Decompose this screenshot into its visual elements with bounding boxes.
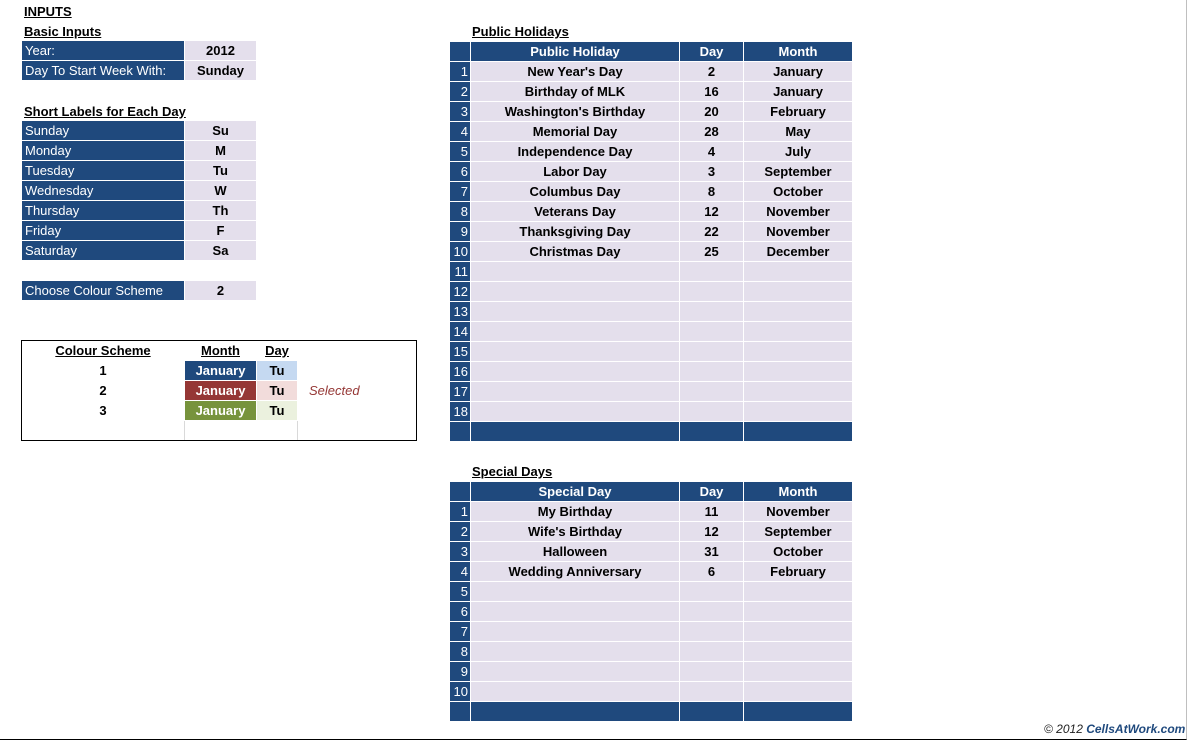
special-day-month-cell[interactable]: February — [744, 562, 853, 582]
holiday-month-cell[interactable] — [744, 322, 853, 342]
short-label-input-wednesday[interactable]: W — [185, 181, 256, 200]
table-row — [450, 522, 853, 542]
holiday-day-cell[interactable] — [680, 262, 744, 282]
table-row — [450, 182, 853, 202]
row-number: 9 — [450, 662, 471, 682]
row-number: 10 — [450, 682, 471, 702]
holiday-month-cell[interactable]: July — [744, 142, 853, 162]
footer-cell — [450, 422, 471, 442]
holiday-name-cell[interactable] — [471, 382, 680, 402]
row-number: 3 — [450, 542, 471, 562]
special-day-day-cell[interactable]: 31 — [680, 542, 744, 562]
holiday-day-cell[interactable]: 20 — [680, 102, 744, 122]
row-number: 11 — [450, 262, 471, 282]
special-day-name-cell[interactable]: Halloween — [471, 542, 680, 562]
holiday-day-cell[interactable]: 8 — [680, 182, 744, 202]
holiday-month-cell[interactable]: October — [744, 182, 853, 202]
special-days-heading: Special Days — [472, 464, 553, 479]
row-number: 12 — [450, 282, 471, 302]
holiday-name-cell[interactable]: Thanksgiving Day — [471, 222, 680, 242]
row-number: 14 — [450, 322, 471, 342]
holiday-name-cell[interactable] — [471, 262, 680, 282]
special-day-name-cell[interactable] — [471, 662, 680, 682]
row-number: 5 — [450, 582, 471, 602]
holiday-day-cell[interactable]: 25 — [680, 242, 744, 262]
scheme-2-day-swatch: Tu — [257, 381, 297, 400]
special-day-month-cell[interactable]: October — [744, 542, 853, 562]
row-number: 4 — [450, 562, 471, 582]
short-label-input-saturday[interactable]: Sa — [185, 241, 256, 260]
row-number: 18 — [450, 402, 471, 422]
table-row — [450, 662, 853, 682]
special-day-name-cell[interactable]: Wedding Anniversary — [471, 562, 680, 582]
week-start-input[interactable]: Sunday — [185, 61, 256, 80]
short-label-input-thursday[interactable]: Th — [185, 201, 256, 220]
table-row — [450, 582, 853, 602]
special-days-table — [449, 481, 853, 722]
row-number: 17 — [450, 382, 471, 402]
special-day-month-cell[interactable] — [744, 682, 853, 702]
special-day-day-cell[interactable] — [680, 602, 744, 622]
special-day-name-cell[interactable] — [471, 682, 680, 702]
holiday-month-cell[interactable]: February — [744, 102, 853, 122]
special-day-name-cell[interactable] — [471, 602, 680, 622]
table-row — [450, 502, 853, 522]
holiday-day-cell[interactable]: 16 — [680, 82, 744, 102]
holiday-name-cell[interactable]: Birthday of MLK — [471, 82, 680, 102]
scheme-2-month-swatch: January — [185, 381, 256, 400]
footer-cell — [680, 702, 744, 722]
holiday-day-cell[interactable]: 4 — [680, 142, 744, 162]
row-number: 5 — [450, 142, 471, 162]
day-label-sunday: Sunday — [22, 121, 184, 140]
scheme-number-3: 3 — [99, 403, 107, 418]
legend-gridline — [297, 421, 298, 440]
holiday-day-cell[interactable] — [680, 322, 744, 342]
day-label-thursday: Thursday — [22, 201, 184, 220]
holiday-month-cell[interactable]: May — [744, 122, 853, 142]
holiday-name-cell[interactable]: Washington's Birthday — [471, 102, 680, 122]
special-day-day-cell[interactable] — [680, 582, 744, 602]
table-row — [450, 82, 853, 102]
table-row — [450, 62, 853, 82]
short-label-input-sunday[interactable]: Su — [185, 121, 256, 140]
footer-cell — [450, 702, 471, 722]
short-label-input-tuesday[interactable]: Tu — [185, 161, 256, 180]
day-label-tuesday: Tuesday — [22, 161, 184, 180]
special-day-day-cell[interactable]: 11 — [680, 502, 744, 522]
day-header: Day — [265, 343, 289, 358]
table-row — [450, 562, 853, 582]
public-holidays-heading: Public Holidays — [472, 24, 569, 39]
table-footer-row — [450, 702, 853, 722]
basic-inputs-heading: Basic Inputs — [24, 24, 102, 39]
row-number: 9 — [450, 222, 471, 242]
table-row — [450, 602, 853, 622]
row-number: 1 — [450, 62, 471, 82]
copyright-brand: CellsAtWork.com — [1086, 722, 1186, 736]
scheme-3-day-swatch: Tu — [257, 401, 297, 420]
year-input[interactable]: 2012 — [185, 41, 256, 60]
special-day-name-cell[interactable]: My Birthday — [471, 502, 680, 522]
row-number: 6 — [450, 602, 471, 622]
colour-scheme-label: Choose Colour Scheme — [22, 281, 184, 300]
holiday-name-cell[interactable] — [471, 282, 680, 302]
holiday-name-cell[interactable] — [471, 402, 680, 422]
footer-cell — [744, 702, 853, 722]
row-number: 15 — [450, 342, 471, 362]
special-day-day-cell[interactable] — [680, 622, 744, 642]
table-row — [450, 142, 853, 162]
special-day-day-cell[interactable]: 6 — [680, 562, 744, 582]
row-number: 4 — [450, 122, 471, 142]
scheme-number-2: 2 — [99, 383, 107, 398]
table-row — [450, 382, 853, 402]
holiday-month-cell[interactable]: November — [744, 222, 853, 242]
holiday-month-cell[interactable]: January — [744, 82, 853, 102]
special-day-month-cell[interactable] — [744, 602, 853, 622]
footer-cell — [471, 422, 680, 442]
legend-gridline — [184, 421, 185, 440]
special-day-name-cell[interactable] — [471, 582, 680, 602]
table-row — [450, 122, 853, 142]
row-number: 16 — [450, 362, 471, 382]
row-number: 10 — [450, 242, 471, 262]
table-row — [450, 622, 853, 642]
holiday-month-cell[interactable] — [744, 402, 853, 422]
row-number: 8 — [450, 202, 471, 222]
table-row — [450, 162, 853, 182]
public-holidays-table — [449, 41, 853, 442]
index-header — [450, 42, 471, 62]
holiday-name-cell[interactable]: Columbus Day — [471, 182, 680, 202]
row-number: 13 — [450, 302, 471, 322]
holiday-day-cell[interactable]: 12 — [680, 202, 744, 222]
column-header: Month — [744, 42, 853, 62]
holiday-name-cell[interactable]: New Year's Day — [471, 62, 680, 82]
row-number: 3 — [450, 102, 471, 122]
holiday-month-cell[interactable] — [744, 302, 853, 322]
table-row — [450, 102, 853, 122]
holiday-day-cell[interactable]: 2 — [680, 62, 744, 82]
special-day-month-cell[interactable] — [744, 622, 853, 642]
table-footer-row — [450, 422, 853, 442]
footer-cell — [744, 422, 853, 442]
holiday-month-cell[interactable] — [744, 282, 853, 302]
holiday-month-cell[interactable] — [744, 262, 853, 282]
year-label: Year: — [22, 41, 184, 60]
row-number: 6 — [450, 162, 471, 182]
holiday-day-cell[interactable] — [680, 402, 744, 422]
holiday-day-cell[interactable] — [680, 302, 744, 322]
short-label-input-friday[interactable]: F — [185, 221, 256, 240]
holiday-name-cell[interactable] — [471, 302, 680, 322]
day-label-saturday: Saturday — [22, 241, 184, 260]
holiday-month-cell[interactable] — [744, 342, 853, 362]
scheme-number-1: 1 — [99, 363, 107, 378]
special-day-month-cell[interactable] — [744, 582, 853, 602]
row-number: 2 — [450, 82, 471, 102]
table-row — [450, 362, 853, 382]
holiday-name-cell[interactable]: Independence Day — [471, 142, 680, 162]
scheme-1-day-swatch: Tu — [257, 361, 297, 380]
holiday-day-cell[interactable]: 22 — [680, 222, 744, 242]
holiday-month-cell[interactable]: December — [744, 242, 853, 262]
holiday-name-cell[interactable]: Christmas Day — [471, 242, 680, 262]
special-day-month-cell[interactable]: November — [744, 502, 853, 522]
holiday-day-cell[interactable] — [680, 362, 744, 382]
table-row — [450, 542, 853, 562]
holiday-day-cell[interactable]: 28 — [680, 122, 744, 142]
column-header: Public Holiday — [471, 42, 680, 62]
short-label-input-monday[interactable]: M — [185, 141, 256, 160]
row-number: 1 — [450, 502, 471, 522]
special-day-day-cell[interactable] — [680, 642, 744, 662]
holiday-day-cell[interactable] — [680, 342, 744, 362]
holiday-day-cell[interactable]: 3 — [680, 162, 744, 182]
inputs-title: INPUTS — [24, 4, 72, 19]
column-header: Special Day — [471, 482, 680, 502]
table-row — [450, 642, 853, 662]
table-row — [450, 202, 853, 222]
column-header: Month — [744, 482, 853, 502]
scheme-3-month-swatch: January — [185, 401, 256, 420]
table-row — [450, 322, 853, 342]
special-day-name-cell[interactable]: Wife's Birthday — [471, 522, 680, 542]
holiday-name-cell[interactable]: Memorial Day — [471, 122, 680, 142]
holiday-day-cell[interactable] — [680, 382, 744, 402]
holiday-month-cell[interactable]: November — [744, 202, 853, 222]
short-labels-heading: Short Labels for Each Day — [24, 104, 186, 119]
colour-scheme-header: Colour Scheme — [55, 343, 151, 358]
colour-scheme-input[interactable]: 2 — [185, 281, 256, 300]
special-day-month-cell[interactable] — [744, 642, 853, 662]
row-number: 7 — [450, 622, 471, 642]
holiday-month-cell[interactable] — [744, 382, 853, 402]
holiday-name-cell[interactable]: Labor Day — [471, 162, 680, 182]
week-start-label: Day To Start Week With: — [22, 61, 184, 80]
holiday-name-cell[interactable] — [471, 342, 680, 362]
table-row — [450, 682, 853, 702]
holiday-name-cell[interactable] — [471, 322, 680, 342]
holiday-name-cell[interactable] — [471, 362, 680, 382]
special-day-day-cell[interactable] — [680, 662, 744, 682]
holiday-month-cell[interactable] — [744, 362, 853, 382]
row-number: 2 — [450, 522, 471, 542]
copyright-notice — [1044, 722, 1185, 736]
special-day-day-cell[interactable] — [680, 682, 744, 702]
selected-indicator: Selected — [309, 383, 360, 398]
special-day-name-cell[interactable] — [471, 642, 680, 662]
copyright-year: © 2012 — [1044, 722, 1083, 736]
holiday-day-cell[interactable] — [680, 282, 744, 302]
table-header-row — [450, 482, 853, 502]
special-day-month-cell[interactable]: September — [744, 522, 853, 542]
month-header: Month — [201, 343, 240, 358]
footer-cell — [471, 702, 680, 722]
holiday-month-cell[interactable]: January — [744, 62, 853, 82]
special-day-month-cell[interactable] — [744, 662, 853, 682]
table-row — [450, 262, 853, 282]
footer-cell — [680, 422, 744, 442]
column-header: Day — [680, 42, 744, 62]
scheme-1-month-swatch: January — [185, 361, 256, 380]
table-row — [450, 282, 853, 302]
special-day-name-cell[interactable] — [471, 622, 680, 642]
table-row — [450, 402, 853, 422]
row-number: 7 — [450, 182, 471, 202]
day-label-friday: Friday — [22, 221, 184, 240]
table-row — [450, 222, 853, 242]
table-header-row — [450, 42, 853, 62]
index-header — [450, 482, 471, 502]
holiday-name-cell[interactable]: Veterans Day — [471, 202, 680, 222]
holiday-month-cell[interactable]: September — [744, 162, 853, 182]
day-label-monday: Monday — [22, 141, 184, 160]
special-day-day-cell[interactable]: 12 — [680, 522, 744, 542]
table-row — [450, 242, 853, 262]
table-row — [450, 302, 853, 322]
table-row — [450, 342, 853, 362]
day-label-wednesday: Wednesday — [22, 181, 184, 200]
column-header: Day — [680, 482, 744, 502]
row-number: 8 — [450, 642, 471, 662]
